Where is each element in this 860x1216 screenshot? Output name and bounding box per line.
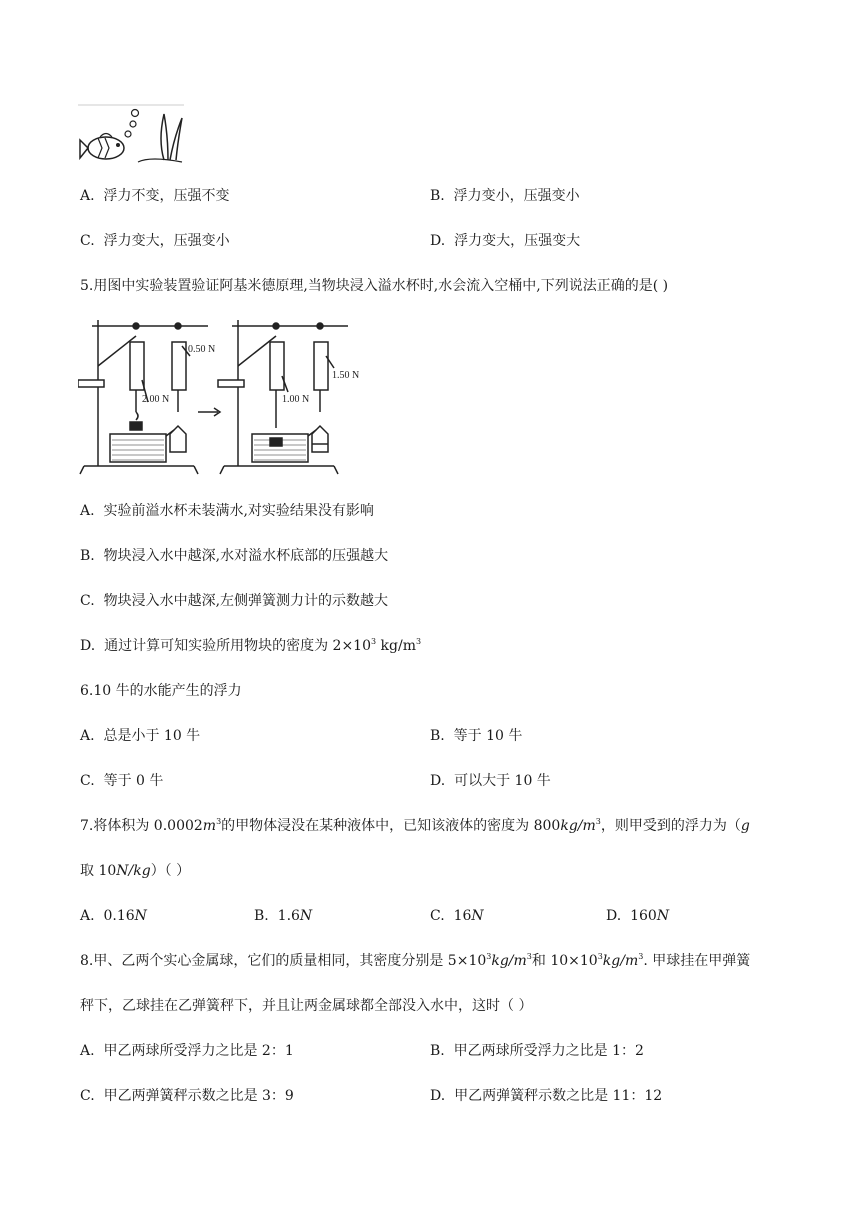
archimedes-apparatus-figure	[78, 316, 360, 478]
q7-option-a: A. 0.16N	[80, 908, 147, 924]
q4-option-b: B. 浮力变小，压强变小	[430, 188, 580, 204]
q7-stem-cont: 取 10N/kg）（ ）	[80, 863, 191, 879]
q8-option-a: A. 甲乙两球所受浮力之比是 2：1	[80, 1043, 294, 1059]
q5-stem: 5.用图中实验装置验证阿基米德原理,当物块浸入溢水杯时,水会流入空桶中,下列说法正确的是( )	[80, 278, 669, 294]
q6-option-c: C. 等于 0 牛	[80, 773, 164, 789]
q8-stem: 8.甲、乙两个实心金属球，它们的质量相同，其密度分别是 $5\times 10^3kg/m^3$和 $10\times 10^3kg/m^3$. 甲球挂在甲弹簧	[80, 952, 751, 969]
label-left-spring-1: 2.00 N	[142, 394, 170, 405]
q7-option-c: C. 16N	[430, 908, 484, 924]
q8-option-d: D. 甲乙两弹簧秤示数之比是 11：12	[430, 1088, 663, 1104]
q8-option-c: C. 甲乙两弹簧秤示数之比是 3：9	[80, 1088, 294, 1104]
label-right-spring-2: 1.50 N	[332, 370, 360, 381]
q7-stem: 7.将体积为 $0.0002m^3$的甲物体浸没在某种液体中，已知该液体的密度为 $800kg/m^3$，则甲受到的浮力为（g	[80, 817, 750, 834]
q8-stem-cont: 秤下，乙球挂在乙弹簧秤下，并且让两金属球都全部没入水中，这时（ ）	[80, 998, 533, 1014]
q4-option-a: A. 浮力不变，压强不变	[80, 188, 230, 204]
q5-option-c: C. 物块浸入水中越深,左侧弹簧测力计的示数越大	[80, 593, 389, 609]
fish-figure	[78, 104, 188, 166]
q5-option-b: B. 物块浸入水中越深,水对溢水杯底部的压强越大	[80, 548, 389, 564]
q7-option-d: D. 160N	[606, 908, 670, 924]
q4-option-d: D. 浮力变大，压强变大	[430, 233, 581, 249]
label-right-spring-1: 0.50 N	[188, 344, 216, 355]
q7-option-b: B. 1.6N	[254, 908, 313, 924]
q8-option-b: B. 甲乙两球所受浮力之比是 1：2	[430, 1043, 644, 1059]
q6-stem: 6.10 牛的水能产生的浮力	[80, 683, 242, 699]
label-left-spring-2: 1.00 N	[282, 394, 310, 405]
q6-option-d: D. 可以大于 10 牛	[430, 773, 551, 789]
q5-option-a: A. 实验前溢水杯未装满水,对实验结果没有影响	[80, 503, 374, 519]
q6-option-b: B. 等于 10 牛	[430, 728, 523, 744]
q6-option-a: A. 总是小于 10 牛	[80, 728, 201, 744]
q5-option-d: D. 通过计算可知实验所用物块的密度为 $2\times 10^3$ $kg/m^3$	[80, 637, 422, 654]
q4-option-c: C. 浮力变大，压强变小	[80, 233, 230, 249]
